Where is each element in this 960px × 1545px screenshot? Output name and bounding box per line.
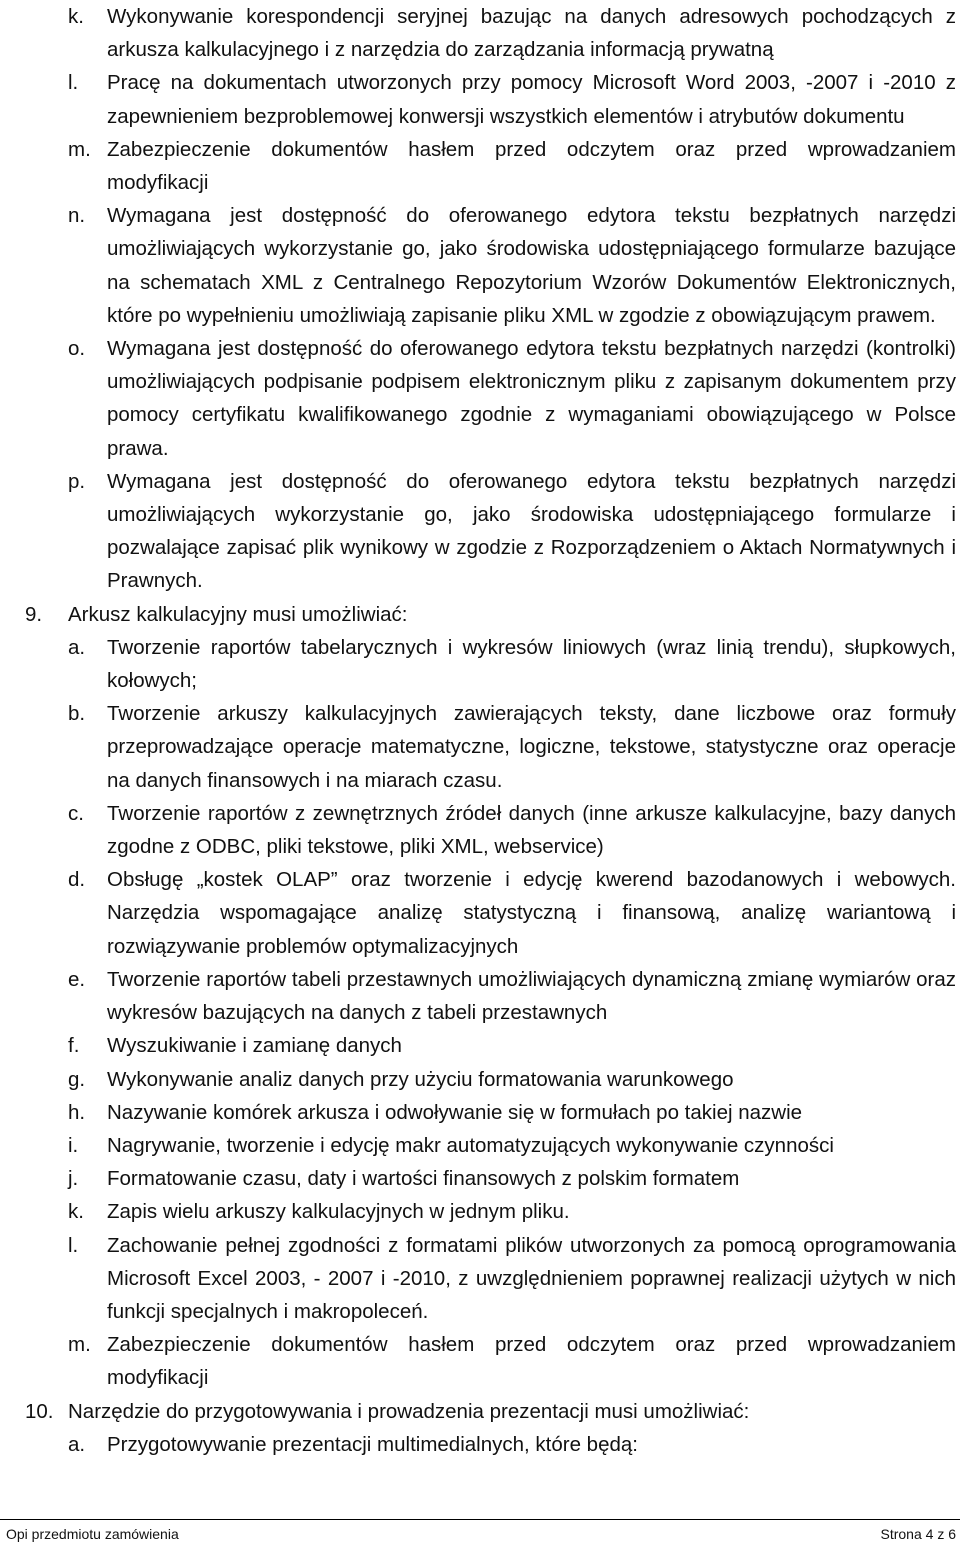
list-item-text: Obsługę „kostek OLAP” oraz tworzenie i edycję kwerend bazodanowych i webowych. Narzędzia wspomagające analizę statystyczną i finansową, analizę wariantową i rozwiązywanie problemów optymalizacyjnych [107, 868, 956, 958]
list-item-text: Tworzenie raportów z zewnętrznych źródeł danych (inne arkusze kalkulacyjne, bazy danych zgodne z ODBC, pliki tekstowe, pliki XML, webservice) [107, 801, 956, 859]
section-number: 10. [25, 1399, 54, 1423]
list-item-marker: n. [68, 204, 86, 228]
list-item-text: Przygotowywanie prezentacji multimedialnych, które będą: [107, 1432, 638, 1456]
list-item-text: Wymagana jest dostępność do oferowanego edytora tekstu bezpłatnych narzędzi umożliwiających wykorzystanie go, jako środowiska udostępniającego formularze bazujące na schematach XML z Centralnego Repozytorium Wzorów Dokumentów Elektronicznych, które po wypełnieniu umożliwiają zapisanie pliku XML w zgodzie z obowiązującym prawem. [107, 204, 956, 327]
list-item [0, 697, 960, 797]
list-item [0, 1428, 960, 1461]
list-item-marker: e. [68, 967, 86, 991]
list-item [0, 1328, 960, 1394]
list-item-marker: l. [68, 1233, 79, 1257]
list-item-text: Tworzenie raportów tabelarycznych i wykresów liniowych (wraz linią trendu), słupkowych, kołowych; [107, 635, 956, 693]
list-item-marker: b. [68, 702, 86, 726]
list-item-marker: g. [68, 1067, 86, 1091]
section-number: 9. [25, 602, 43, 626]
list-item-marker: f. [68, 1034, 80, 1058]
list-item [0, 797, 960, 863]
section-heading-9 [0, 598, 960, 631]
list-item-marker: m. [68, 137, 91, 161]
list-item-text: Wyszukiwanie i zamianę danych [107, 1034, 402, 1058]
list-item [0, 1063, 960, 1096]
footer-document-title: Opi przedmiotu zamówienia [6, 1526, 179, 1542]
list-item [0, 1162, 960, 1195]
list-item-text: Nagrywanie, tworzenie i edycję makr automatyzujących wykonywanie czynności [107, 1133, 834, 1157]
list-item-marker: o. [68, 337, 86, 361]
list-item-marker: p. [68, 469, 86, 493]
list-item-text: Wykonywanie analiz danych przy użyciu formatowania warunkowego [107, 1067, 734, 1091]
list-item-marker: d. [68, 868, 86, 892]
list-item-text: Zabezpieczenie dokumentów hasłem przed odczytem oraz przed wprowadzaniem modyfikacji [107, 137, 956, 195]
list-item-text: Formatowanie czasu, daty i wartości finansowych z polskim formatem [107, 1167, 740, 1191]
list-item [0, 1029, 960, 1062]
list-item [0, 133, 960, 199]
section-title: Arkusz kalkulacyjny musi umożliwiać: [68, 602, 408, 626]
section-heading-10 [0, 1395, 960, 1428]
list-item [0, 1195, 960, 1228]
list-item-marker: k. [68, 5, 84, 28]
list-item-marker: k. [68, 1200, 84, 1224]
list-item-marker: c. [68, 801, 84, 825]
list-item-marker: m. [68, 1333, 91, 1357]
list-item [0, 1129, 960, 1162]
list-item-marker: l. [68, 71, 79, 95]
list-item-marker: j. [68, 1167, 79, 1191]
list-item-marker: a. [68, 1432, 86, 1456]
list-item [0, 332, 960, 465]
list-item [0, 0, 960, 66]
list-item [0, 863, 960, 963]
list-item-text: Tworzenie arkuszy kalkulacyjnych zawierających teksty, dane liczbowe oraz formuły przeprowadzające operacje matematyczne, logiczne, tekstowe, statystyczne oraz operacje na danych finansowych i na miarach czasu. [107, 702, 956, 792]
list-item [0, 963, 960, 1029]
footer-page-number: Strona 4 z 6 [880, 1526, 956, 1542]
list-item [0, 465, 960, 598]
footer-divider [0, 1519, 960, 1520]
list-item-text: Zachowanie pełnej zgodności z formatami plików utworzonych za pomocą oprogramowania Microsoft Excel 2003, - 2007 i -2010, z uwzględnieniem poprawnej realizacji użytych w nich funkcji specjalnych i makropoleceń. [107, 1233, 956, 1323]
list-item-text: Wykonywanie korespondencji seryjnej bazując na danych adresowych pochodzących z arkusza kalkulacyjnego i z narzędzia do zarządzania informacją prywatną [107, 5, 956, 62]
list-item-marker: h. [68, 1100, 86, 1124]
list-item-text: Pracę na dokumentach utworzonych przy pomocy Microsoft Word 2003, -2007 i -2010 z zapewnieniem bezproblemowej konwersji wszystkich elementów i atrybutów dokumentu [107, 71, 956, 128]
list-item-text: Nazywanie komórek arkusza i odwoływanie się w formułach po takiej nazwie [107, 1100, 803, 1124]
list-item-text: Zabezpieczenie dokumentów hasłem przed odczytem oraz przed wprowadzaniem modyfikacji [107, 1333, 956, 1390]
list-item [0, 1096, 960, 1129]
section-title: Narzędzie do przygotowywania i prowadzenia prezentacji musi umożliwiać: [68, 1399, 750, 1423]
list-item [0, 631, 960, 697]
list-item-text: Tworzenie raportów tabeli przestawnych umożliwiających dynamiczną zmianę wymiarów oraz wykresów bazujących na danych z tabeli przestawnych [107, 967, 956, 1025]
list-item [0, 1229, 960, 1329]
list-item-text: Wymagana jest dostępność do oferowanego edytora tekstu bezpłatnych narzędzi umożliwiających wykorzystanie go, jako środowiska udostępniającego formularze i pozwalające zapisać plik wynikowy w zgodzie z Rozporządzeniem o Aktach Normatywnych i Prawnych. [107, 469, 956, 593]
list-item [0, 66, 960, 132]
list-item-text: Zapis wielu arkuszy kalkulacyjnych w jednym pliku. [107, 1200, 570, 1224]
list-item [0, 199, 960, 332]
list-item-marker: i. [68, 1133, 79, 1157]
list-item-marker: a. [68, 635, 86, 659]
list-item-text: Wymagana jest dostępność do oferowanego edytora tekstu bezpłatnych narzędzi (kontrolki) umożliwiających podpisanie podpisem elektronicznym pliku z zapisanym dokumentem przy pomocy certyfikatu kwalifikowanego zgodnie z wymaganiami obowiązującego w Polsce prawa. [107, 337, 956, 460]
